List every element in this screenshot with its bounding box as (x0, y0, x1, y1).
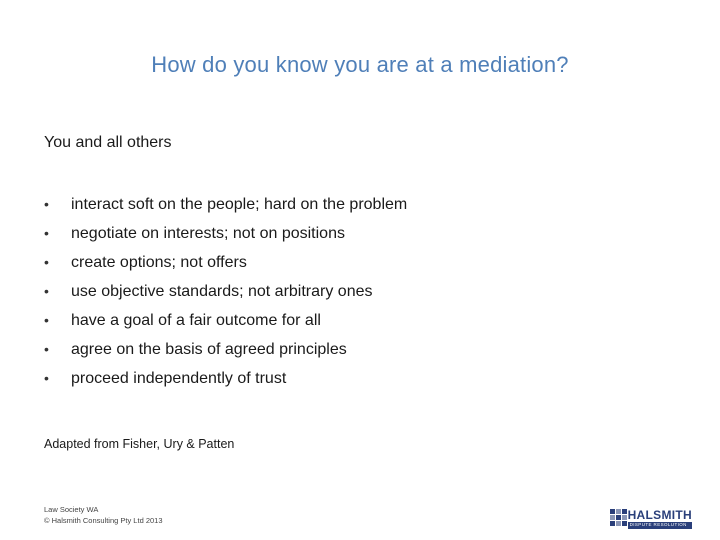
slide-title: How do you know you are at a mediation? (151, 52, 569, 77)
list-item-text: proceed independently of trust (71, 370, 287, 387)
halsmith-grid-mark-icon (610, 509, 626, 529)
list-item-text: agree on the basis of agreed principles (71, 341, 347, 358)
footer-copyright: © Halsmith Consulting Pty Ltd 2013 (44, 516, 163, 525)
list-item-text: use objective standards; not arbitrary ones (71, 283, 373, 300)
list-item (44, 306, 407, 335)
principles-list (44, 190, 407, 393)
list-item-text: interact soft on the people; hard on the problem (71, 196, 408, 213)
attribution-text: Adapted from Fisher, Ury & Patten (44, 437, 235, 451)
bullet-icon: • (44, 312, 49, 328)
bullet-icon: • (44, 341, 49, 357)
footer-organisation: Law Society WA (44, 505, 99, 514)
bullet-icon: • (44, 254, 49, 270)
footer-text (44, 504, 163, 526)
list-item (44, 248, 407, 277)
list-item-text: create options; not offers (71, 254, 247, 271)
halsmith-logo (610, 508, 692, 530)
bullet-icon: • (44, 225, 49, 241)
logo-name: HALSMITH (627, 508, 692, 523)
logo-tagline: DISPUTE RESOLUTION (628, 522, 692, 529)
list-item-text: have a goal of a fair outcome for all (71, 312, 321, 329)
bullet-icon: • (44, 196, 49, 212)
list-item (44, 364, 407, 393)
bullet-icon: • (44, 370, 49, 386)
list-item (44, 335, 407, 364)
intro-text: You and all others (44, 134, 172, 151)
bullet-icon: • (44, 283, 49, 299)
list-item (44, 219, 407, 248)
list-item-text: negotiate on interests; not on positions (71, 225, 345, 242)
list-item (44, 190, 407, 219)
list-item (44, 277, 407, 306)
